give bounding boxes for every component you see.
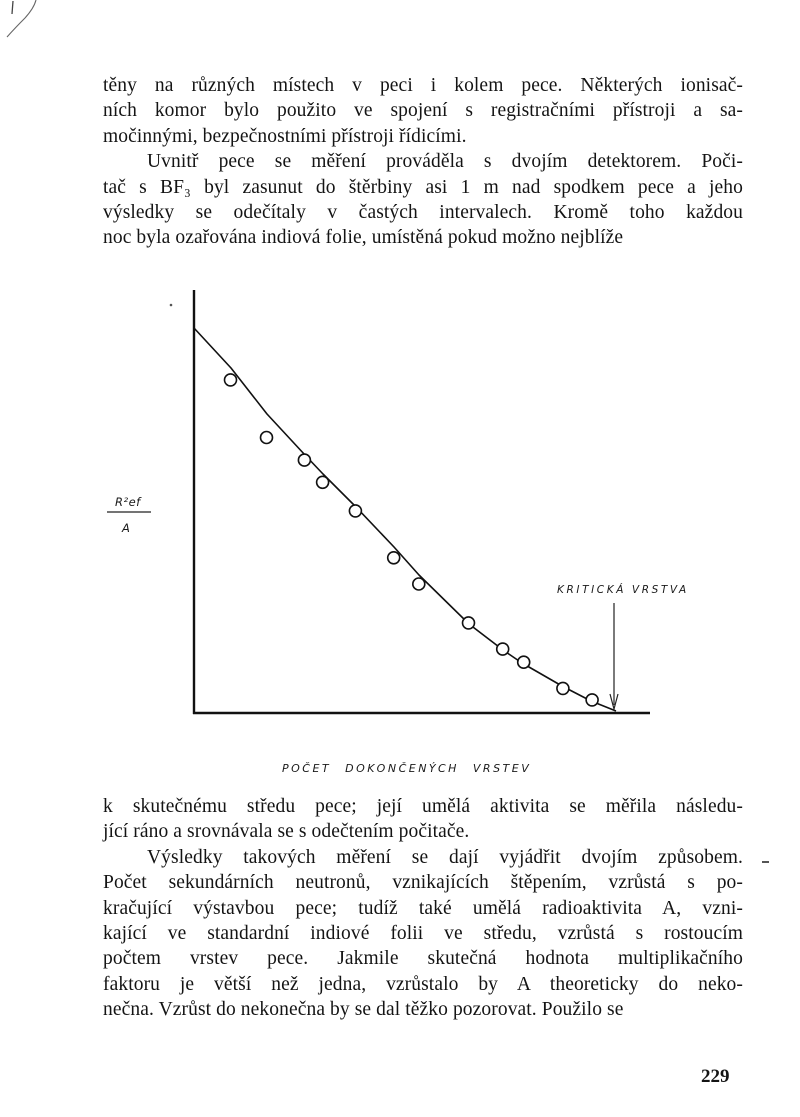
fit-curve bbox=[194, 328, 616, 711]
data-point-marker bbox=[413, 578, 425, 590]
text-line: těny na různých místech v peci i kolem pece. Některých ionisač- bbox=[103, 75, 743, 96]
data-point-marker bbox=[463, 617, 475, 629]
text-line: kračující výstavbou pece; tudíž také umělá radioaktivita A, vzni- bbox=[103, 897, 743, 919]
text-line: kající ve standardní indiové folii ve středu, vzrůstá s rostoucím bbox=[103, 923, 743, 945]
text-line: Výsledky takových měření se dají vyjádřit dvojím způsobem. bbox=[147, 846, 743, 868]
data-point-marker bbox=[586, 694, 598, 706]
text-line: výsledky se odečítaly v častých intervalech. Kromě toho každou bbox=[103, 202, 743, 224]
text-line: počtem vrstev pece. Jakmile skutečná hodnota multiplikačního bbox=[103, 948, 743, 970]
data-point-marker bbox=[518, 656, 530, 668]
margin-mark bbox=[762, 861, 769, 863]
data-point-marker bbox=[497, 643, 509, 655]
y-axis-label-denominator: A bbox=[122, 521, 130, 535]
text-line: noc byla ozařována indiová folie, umístěná pokud možno nejblíže bbox=[103, 227, 624, 249]
x-axis-label: POČET DOKONČENÝCH VRSTEV bbox=[282, 762, 532, 775]
text-line: močinnými, bezpečnostními přístroji řídicími. bbox=[103, 125, 467, 147]
scan-speck bbox=[170, 304, 173, 307]
text-line: faktoru je větší než jedna, vzrůstalo by A theoreticky do neko- bbox=[103, 973, 743, 995]
data-point-marker bbox=[557, 682, 569, 694]
text-line: Počet sekundárních neutronů, vznikajících štěpením, vzrůstá s po- bbox=[103, 872, 743, 894]
data-point-marker bbox=[349, 505, 361, 517]
page-number: 229 bbox=[701, 1066, 730, 1087]
data-point-marker bbox=[317, 476, 329, 488]
data-points bbox=[225, 374, 599, 706]
text-line: Uvnitř pece se měření prováděla s dvojím detektorem. Poči- bbox=[147, 151, 743, 173]
text-line: ních komor bylo použito ve spojení s registračními přístroji a sa- bbox=[103, 100, 743, 122]
data-point-marker bbox=[298, 454, 310, 466]
data-point-marker bbox=[261, 432, 273, 444]
y-axis-label-numerator: R²ef bbox=[115, 495, 141, 509]
critical-layer-label: KRITICKÁ VRSTVA bbox=[557, 584, 689, 596]
data-point-marker bbox=[388, 552, 400, 564]
data-point-marker bbox=[225, 374, 237, 386]
bottom-text-block bbox=[103, 794, 743, 1023]
text-line: k skutečnému středu pece; její umělá aktivita se měřila následu- bbox=[103, 796, 743, 817]
text-line: jící ráno a srovnávala se s odečtením počitače. bbox=[103, 821, 470, 843]
text-line: nečna. Vzrůst do nekonečna by se dal těžko pozorovat. Použilo se bbox=[103, 999, 624, 1021]
text-line: tač s BF₃ byl zasunut do štěrbiny asi 1 m nad spodkem pece a jeho bbox=[103, 176, 743, 198]
